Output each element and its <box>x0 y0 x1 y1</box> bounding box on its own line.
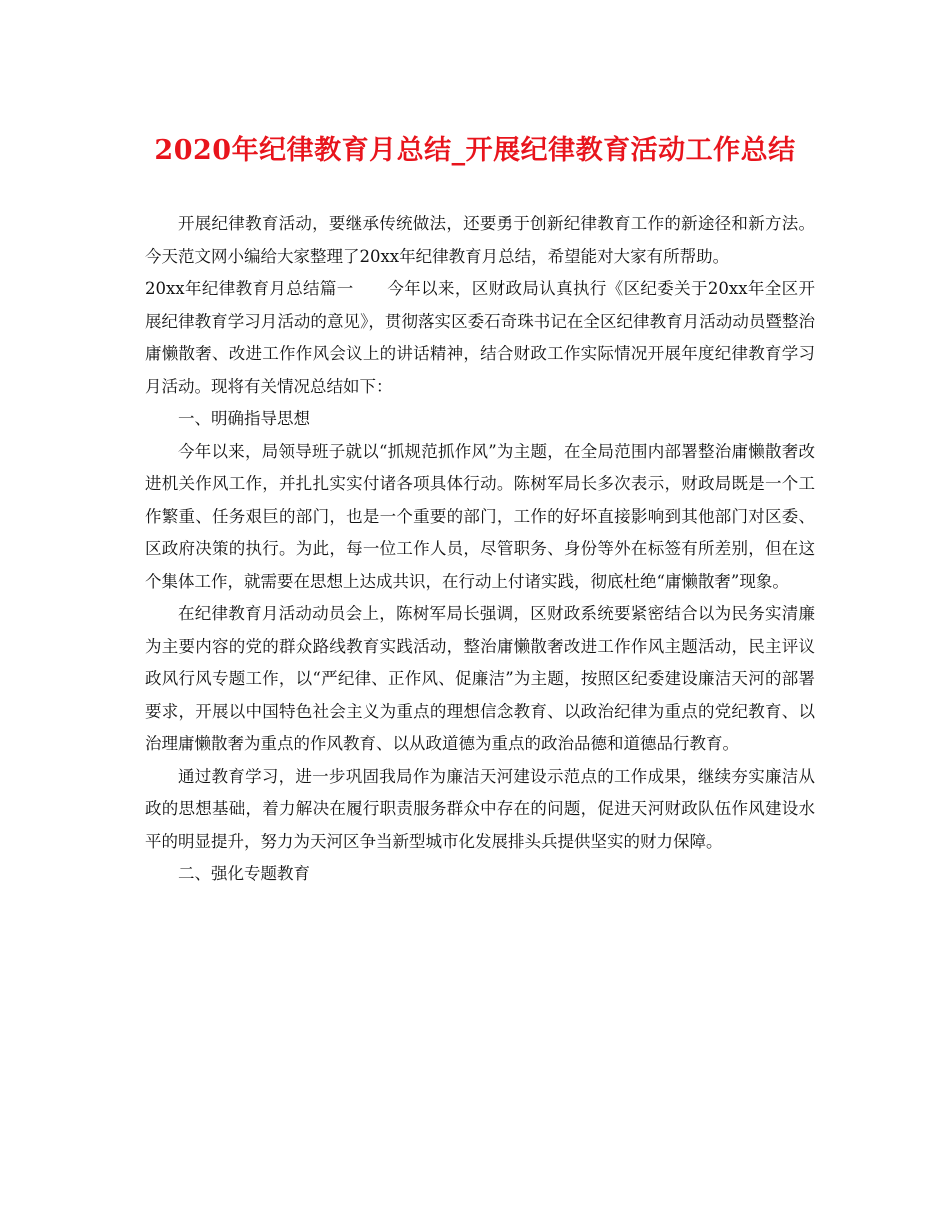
body-paragraph: 通过教育学习，进一步巩固我局作为廉洁天河建设示范点的工作成果，继续夯实廉洁从政的思想基础，着力解决在履行职责服务群众中存在的问题，促进天河财政队伍作风建设水平的明显提升，努力为天河区争当新型城市化发展排头兵提供坚实的财力保障。 <box>145 766 815 851</box>
section-heading-2: 二、强化专题教育 <box>178 864 310 883</box>
section-heading-1: 一、明确指导思想 <box>178 409 310 428</box>
body-paragraph: 在纪律教育月活动动员会上，陈树军局长强调，区财政系统要紧密结合以为民务实清廉为主要内容的党的群众路线教育实践活动，整治庸懒散奢改进工作作风主题活动，民主评议政风行风专题工作，以“严纪律、正作风、促廉洁”为主题，按照区纪委建设廉洁天河的部署要求，开展以中国特色社会主义为重点的理想信念教育、以政治纪律为重点的党纪教育、以治理庸懒散奢为重点的作风教育、以从政道德为重点的政治品德和道德品行教育。 <box>145 604 815 753</box>
body-paragraph: 今年以来，局领导班子就以“抓规范抓作风”为主题，在全局范围内部署整治庸懒散奢改进机关作风工作，并扎扎实实付诸各项具体行动。陈树军局长多次表示，财政局既是一个工作繁重、任务艰巨的部门，也是一个重要的部门，工作的好坏直接影响到其他部门对区委、区政府决策的执行。为此，每一位工作人员，尽管职务、身份等外在标签有所差别，但在这个集体工作，就需要在思想上达成共识，在行动上付诸实践，彻底杜绝“庸懒散奢”现象。 <box>145 441 815 591</box>
document-title: 2020年纪律教育月总结_开展纪律教育活动工作总结 <box>154 135 796 166</box>
section-lead-paragraph: 20xx年纪律教育月总结篇一 今年以来，区财政局认真执行《区纪委关于20xx年全区开展纪律教育学习月活动的意见》，贯彻落实区委石奇珠书记在全区纪律教育月活动动员暨整治庸懒散奢、改进工作作风会议上的讲话精神，结合财政工作实际情况开展年度纪律教育学习月活动。现将有关情况总结如下： <box>145 279 815 396</box>
document-body <box>145 208 815 891</box>
intro-paragraph: 开展纪律教育活动，要继承传统做法，还要勇于创新纪律教育工作的新途径和新方法。今天范文网小编给大家整理了20xx年纪律教育月总结，希望能对大家有所帮助。 <box>145 214 815 266</box>
